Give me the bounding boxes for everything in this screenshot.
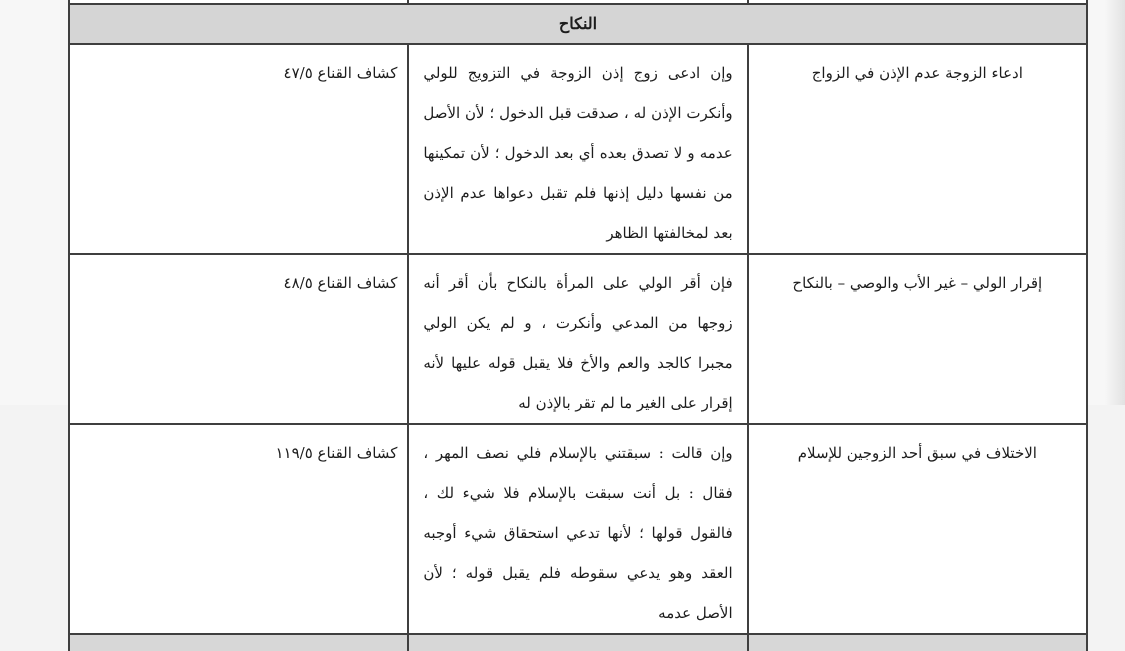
source-text: كشاف القناع ٤٧/٥ <box>283 64 398 82</box>
fiqh-rulings-table <box>68 0 1088 651</box>
bottom-strip-cell <box>69 634 408 651</box>
ruling-text: وإن ادعى زوج إذن الزوجة في التزويج للولي وأنكرت الإذن له ، صدقت قبل الدخول ؛ لأن الأصل عدمه و لا تصدق بعده أي بعد الدخول ؛ لأن تمكينها من نفسها دليل إذنها فلم تقبل دعواها عدم الإذن بعد لمخالفتها الظاهر <box>423 64 733 242</box>
section-title: النكاح <box>69 4 1087 44</box>
bottom-strip-cell <box>748 634 1087 651</box>
table-bottom-strip <box>69 634 1087 651</box>
ruling-cell <box>408 254 747 424</box>
table-row <box>69 44 1087 254</box>
bottom-strip-cell <box>408 634 747 651</box>
ruling-text: فإن أقر الولي على المرأة بالنكاح بأن أقر أنه زوجها من المدعي وأنكرت ، و لم يكن الولي مجبرا كالجد والعم والأخ فلا يقبل قوله عليها لأنه إقرار على الغير ما لم تقر بالإذن له <box>423 274 733 412</box>
topic-text: الاختلاف في سبق أحد الزوجين للإسلام <box>797 444 1037 462</box>
source-cell <box>69 424 408 634</box>
source-text: كشاف القناع ٤٨/٥ <box>283 274 398 292</box>
page-edge-shadow <box>1105 0 1125 405</box>
section-header-row <box>69 4 1087 44</box>
topic-text: إقرار الولي – غير الأب والوصي – بالنكاح <box>792 274 1043 292</box>
source-cell <box>69 254 408 424</box>
ruling-text: وإن قالت : سبقتني بالإسلام فلي نصف المهر ، فقال : بل أنت سبقت بالإسلام فلا شيء لك ، فالقول قولها ؛ لأنها تدعي استحقاق شيء أوجبه العقد وهو يدعي سقوطه فلم يقبل قوله ؛ لأن الأصل عدمه <box>423 444 733 622</box>
fiqh-table-wrapper <box>68 0 1088 622</box>
source-cell <box>69 44 408 254</box>
ruling-cell <box>408 424 747 634</box>
source-text: كشاف القناع ١١٩/٥ <box>275 444 398 462</box>
topic-text: ادعاء الزوجة عدم الإذن في الزواج <box>811 64 1023 82</box>
table-row <box>69 254 1087 424</box>
topic-cell <box>748 254 1087 424</box>
ruling-cell <box>408 44 747 254</box>
table-row <box>69 424 1087 634</box>
topic-cell <box>748 44 1087 254</box>
topic-cell <box>748 424 1087 634</box>
